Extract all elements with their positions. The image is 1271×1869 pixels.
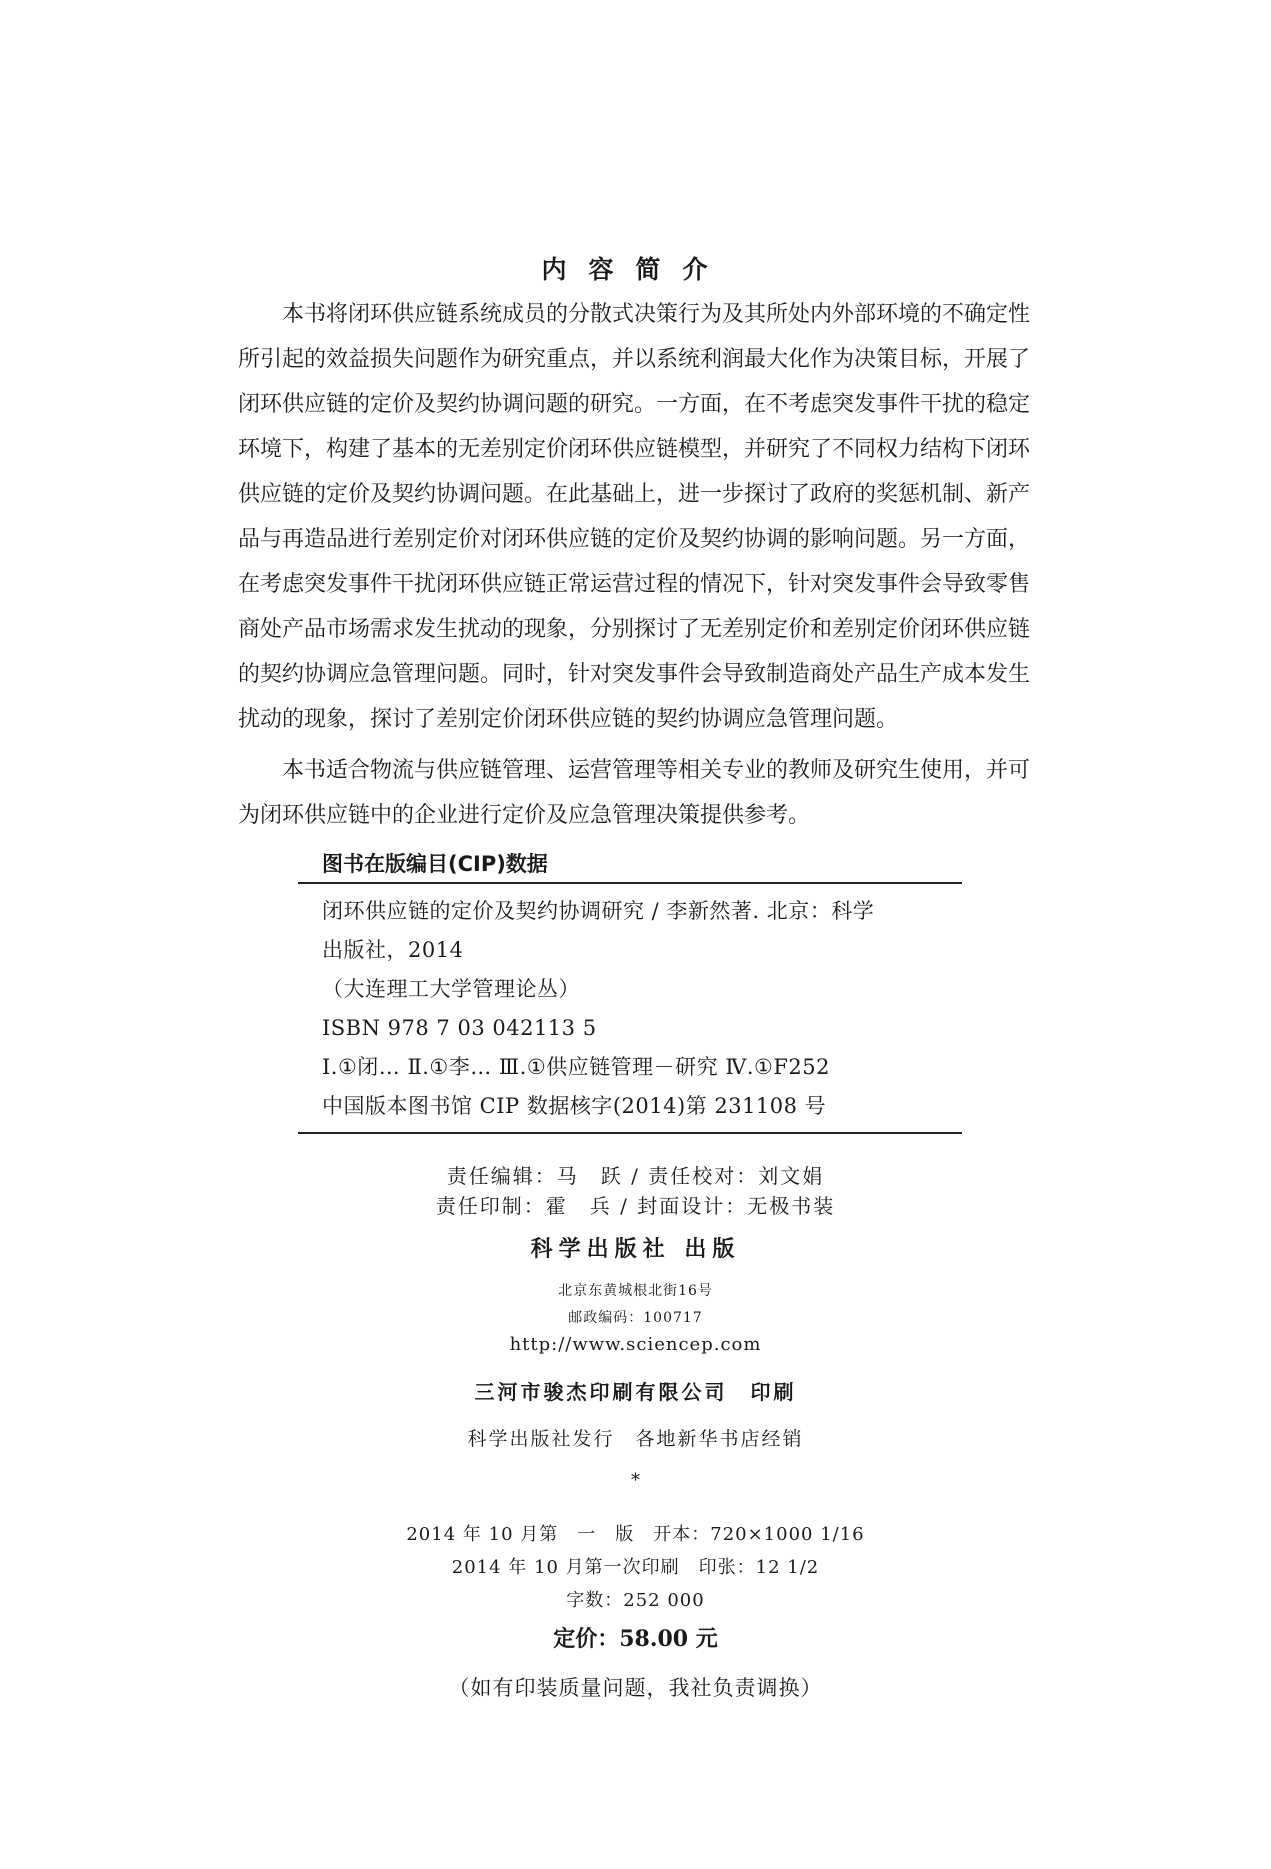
word-count-line: 字数：252 000 [566, 1590, 705, 1611]
editors-credit: 责任编辑：马 跃 / 责任校对：刘文娟 [446, 1164, 825, 1188]
price-line: 定价：58.00 元 [553, 1626, 718, 1652]
publisher-address: 北京东黄城根北街16号 [558, 1283, 713, 1299]
cip-classification-line: Ⅰ.①闭… Ⅱ.①李… Ⅲ.①供应链管理－研究 Ⅳ.①F252 [322, 1055, 830, 1079]
summary-body [238, 292, 1030, 838]
quality-notice: （如有印装质量问题，我社负责调换） [448, 1676, 823, 1700]
cip-series-line: （大连理工大学管理论丛） [322, 977, 580, 1001]
cip-data-block [298, 882, 962, 1134]
publisher-postcode: 邮政编码：100717 [568, 1310, 703, 1326]
cip-record-number-line: 中国版本图书馆 CIP 数据核字(2014)第 231108 号 [322, 1094, 827, 1118]
summary-title: 内容简介 [541, 255, 730, 284]
publisher-line: 科学出版社 出版 [530, 1236, 741, 1262]
distribution-line: 科学出版社发行 各地新华书店经销 [467, 1428, 804, 1450]
summary-paragraph-2: 本书适合物流与供应链管理、运营管理等相关专业的教师及研究生使用，并可为闭环供应链中的企业进行定价及应急管理决策提供参考。 [238, 758, 1031, 828]
impression-line: 2014 年 10 月第一次印刷 印张：12 1/2 [451, 1557, 820, 1578]
cip-isbn-line: ISBN 978 7 03 042113 5 [322, 1016, 597, 1040]
publisher-url: http://www.sciencep.com [509, 1334, 762, 1355]
summary-paragraph-1: 本书将闭环供应链系统成员的分散式决策行为及其所处内外部环境的不确定性所引起的效益损失问题作为研究重点，并以系统利润最大化作为决策目标，开展了闭环供应链的定价及契约协调问题的研究。一方面，在不考虑突发事件干扰的稳定环境下，构建了基本的无差别定价闭环供应链模型，并研究了不同权力结构下闭环供应链的定价及契约协调问题。在此基础上，进一步探讨了政府的奖惩机制、新产品与再造品进行差别定价对闭环供应链的定价及契约协调的影响问题。另一方面，在考虑突发事件干扰闭环供应链正常运营过程的情况下，针对突发事件会导致零售商处产品市场需求发生扰动的现象，分别探讨了无差别定价和差别定价闭环供应链的契约协调应急管理问题。同时，针对突发事件会导致制造商处产品生产成本发生扰动的现象，探讨了差别定价闭环供应链的契约协调应急管理问题。 [238, 302, 1031, 732]
printing-design-credit: 责任印制：霍 兵 / 封面设计：无极书装 [435, 1194, 836, 1218]
cip-title-line: 闭环供应链的定价及契约协调研究 / 李新然著. 北京：科学 [322, 899, 875, 923]
edition-line: 2014 年 10 月第 一 版 开本：720×1000 1/16 [406, 1524, 865, 1545]
separator-asterisk: * [631, 1470, 640, 1491]
cip-heading: 图书在版编目(CIP)数据 [322, 852, 548, 876]
cip-publisher-line: 出版社，2014 [322, 938, 464, 962]
printer-line: 三河市骏杰印刷有限公司 印刷 [474, 1380, 797, 1404]
